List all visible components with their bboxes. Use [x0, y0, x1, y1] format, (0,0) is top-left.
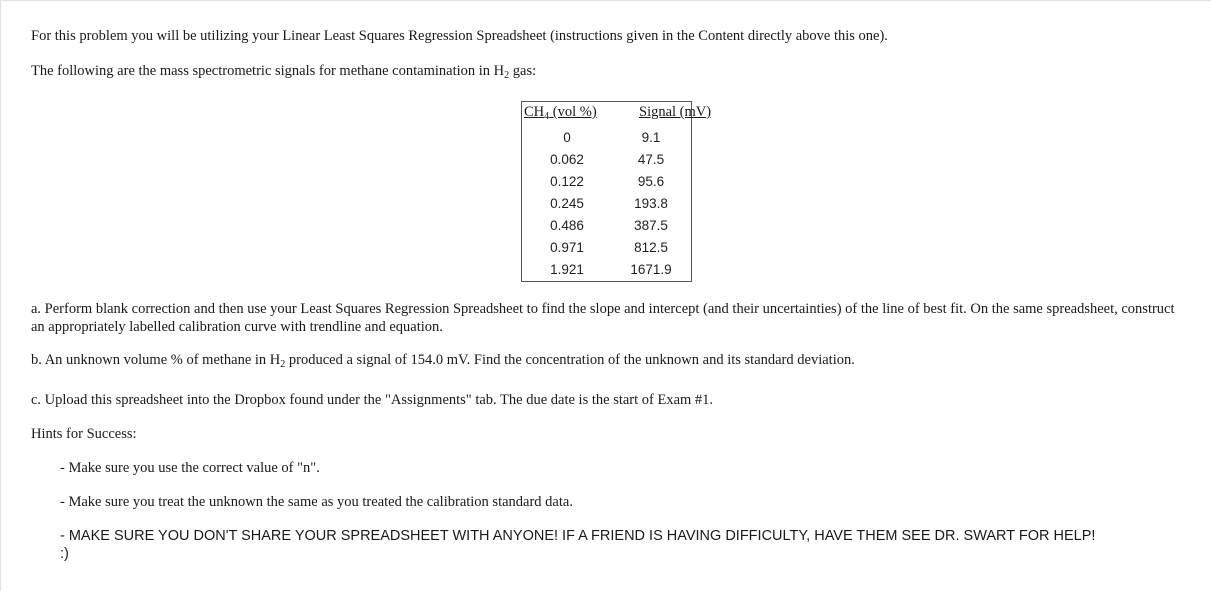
table-cell-signal: 9.1: [641, 130, 661, 145]
intro-line: For this problem you will be utilizing your Linear Least Squares Regression Spreadsheet (instructions given in the Content directly above this one).: [31, 28, 888, 44]
hint-item: - Make sure you treat the unknown the same as you treated the calibration standard data.: [60, 494, 573, 510]
question-c: c. Upload this spreadsheet into the Dropbox found under the "Assignments" tab. The due date is the start of Exam #1.: [31, 392, 714, 408]
hint-item-warning: - MAKE SURE YOU DON'T SHARE YOUR SPREADSHEET WITH ANYONE! IF A FRIEND IS HAVING DIFFICULTY, HAVE THEM SEE DR. SWART FOR HELP!: [60, 528, 1096, 544]
table-cell-signal: 812.5: [634, 240, 668, 255]
question-b-suffix: produced a signal of 154.0 mV. Find the concentration of the unknown and its standard deviation.: [285, 352, 855, 368]
hint-item: - Make sure you use the correct value of "n".: [60, 460, 320, 476]
table-cell-ch4: 0.971: [550, 240, 584, 255]
h2-subscript: 2: [280, 359, 286, 370]
question-b-text: b. An unknown volume % of methane in H: [31, 352, 281, 368]
hint-item-smiley: :): [60, 546, 69, 562]
hints-title: Hints for Success:: [31, 426, 137, 442]
question-a: a. Perform blank correction and then use your Least Squares Regression Spreadsheet to find the slope and intercept (and their uncertainties) of the line of best fit. On the same spreadsheet, construct an appropriately labelled calibration curve with trendline and equation.: [31, 301, 1175, 335]
header-vol-text: (vol %): [549, 104, 597, 120]
table-cell-ch4: 1.921: [550, 262, 584, 277]
table-cell-signal: 193.8: [634, 196, 668, 211]
table-cell-signal: 387.5: [634, 218, 668, 233]
h2-subscript: 2: [504, 70, 510, 81]
header-ch-text: CH: [524, 104, 545, 120]
intro-methane-text: [31, 62, 536, 80]
table-cell-ch4: 0: [563, 130, 571, 145]
intro-text: [31, 27, 888, 45]
intro-methane-label: The following are the mass spectrometric signals for methane contamination in H: [31, 63, 505, 79]
table-cell-signal: 1671.9: [630, 262, 672, 277]
table-cell-signal: 95.6: [637, 174, 665, 189]
ch4-subscript: 4: [544, 111, 550, 122]
table-cell-ch4: 0.486: [550, 218, 584, 233]
table-cell-ch4: 0.245: [550, 196, 584, 211]
column-header-ch4: [524, 103, 597, 121]
table-cell-signal: 47.5: [637, 152, 665, 167]
data-table: [521, 101, 712, 282]
intro-methane-suffix: gas:: [509, 63, 537, 79]
question-b: [31, 351, 855, 369]
table-cell-ch4: 0.062: [550, 152, 584, 167]
table-cell-ch4: 0.122: [550, 174, 584, 189]
column-header-signal: Signal (mV): [639, 104, 712, 120]
